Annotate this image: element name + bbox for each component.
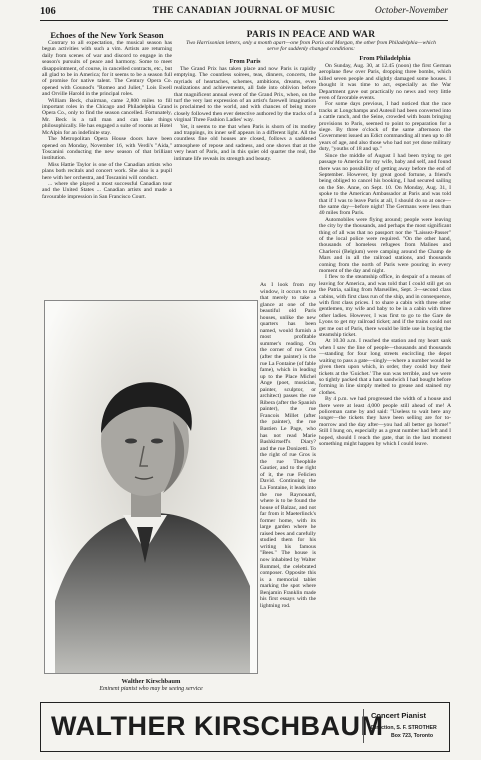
page-number: 106: [40, 6, 56, 17]
from-philadelphia-heading: From Philadelphia: [359, 55, 411, 62]
philadelphia-paragraph: By 4 p.m. we had progressed the width of a house and there were at least 4,000 people still ahead of me! A policeman came by and said: "Useless to wait here any longer—the tickets they have been selling are for to-morrow and the day after—you had all better go home!" Still I hung on, especially as a great number had left and I hoped, should I reach the gate, that in the last moment something might happen by which I could leave.: [319, 396, 451, 447]
echoes-paragraph: Miss Hattie Taylor is one of the Canadian artists who plans both recitals and concert work. She also is a pupil here with her orchestra, and Toscanini will conduct.: [42, 161, 172, 181]
header-rule: [40, 20, 448, 21]
echoes-column: [42, 30, 172, 292]
ad-direction: Direction, S. F. STROTHER: [371, 725, 437, 731]
advertisement: [40, 702, 450, 752]
echoes-paragraph: William Beck, chairman, came 2,800 miles to fill important roles in the Chicago and Philadelphia Grand Opera Co., only to find the season cancelled. Fortunately, Mr. Beck is a tall man and can take things philosophically. He has engaged a suite of rooms at Hotel McAlpin for an indefinite stay.: [42, 97, 172, 136]
philadelphia-paragraph: I flew to the steamship office, in despair of a means of leaving for America, and was told that I could still get on the Patria, sailing from Marseilles, Sept. 3—second class cabins, with first class run of the ship, and in consequence, with first class prices. I to share a cabin with three other gentlemen, my wife and baby to be in a cabin with three other ladies. However, I was first to go to the Gare de Lyons to get my railroad ticket; and if the trains could not get me out of Paris, there would be little use in buying the steamship ticket.: [319, 274, 451, 339]
from-paris-heading: From Paris: [229, 58, 261, 65]
echoes-heading: Echoes of the New York Season: [50, 30, 164, 40]
ad-divider: [363, 709, 364, 743]
echoes-paragraph: ... where she played a most successful Canadian tour and the United States ... Canadian artists and made a favourable impression in San Francisco Court.: [42, 180, 172, 200]
caption-subtitle: Eminent pianist who may be seeing service: [99, 686, 203, 692]
ad-role: Concert Pianist: [371, 711, 427, 720]
portrait-illustration: [45, 301, 257, 673]
philadelphia-column: [319, 55, 451, 694]
portrait-photo: [44, 300, 258, 674]
running-head: [40, 6, 448, 20]
paris-paragraph: As I look from my window, it occurs to me that merely to take a glance at one of the beautiful old Paris houses, unlike the new quarters has been named, would furnish a most profitable summer's reading. On the corner of rue Gros (after the painter) is the rue La Fontaine (of fable fame), which in leading up to the Place Michel Ange (poet, musician, painter, sculptor, or architect) passes the rue Ribera (after the Spanish painter), the rue Francois Millet (after the painter), the rue Bastien Le Page, who has not read Marie Bashkirtseff's Diary? and the rue Donizetti. To the right of rue Gros is the rue Theophile Gautier, and to the right of it, the rue Felicien David. Continuing the La Fontaine, it leads into the rue Raynouard, where is to be found the house of Balzac, and not far from it Maeterlinck's former home, with its large garden where he raised bees and carefully studied them for his writing his famous "Bees." The house is now inhabited by Walter Rummel, the celebrated composer. Opposite this is a memorial tablet marking the spot where Benjamin Franklin made his first essays with the lightning rod.: [260, 282, 316, 609]
ad-artist-name: WALTHER KIRSCHBAUM: [51, 711, 384, 741]
journal-title: THE CANADIAN JOURNAL OF MUSIC: [152, 6, 336, 16]
philadelphia-paragraph: On Sunday, Aug. 30, at 12.45 (noon) the first German aeroplane flew over Paris, dropping three bombs, which killed seven people and slightly damaged some houses. I thought it was time to act, especially as the War Department gave out practically no news and very little even of favorable events.: [319, 63, 451, 102]
philadelphia-paragraph: For some days previous, I had noticed that the race tracks at Longchamps and Auteuil had been converted into a cattle ranch, and the Seine, crowded with boats bringing provisions to Paris, seemed to point to preparation for a siege. By three o'clock of the same afternoon the Government issued an Edict commanding all men up to 48 years of age, and also those who had not yet done military duty, "youths of 18 and up.": [319, 101, 451, 153]
paris-column: [174, 58, 316, 278]
issue-date: October-November: [374, 6, 448, 16]
paris-paragraph: Yet, it seems to me that when Paris is shorn of its motley and trappings, its inner self appears in a different light. All the countless fine old houses are closed, follows a saddened atmosphere of repose and sadness, and one shows that at the very heart of Paris, and in this quiet old quarter the real, the intimate life reveals its strength and beauty.: [174, 123, 316, 162]
paris-wrap-column: [260, 282, 316, 694]
article-title: PARIS IN PEACE AND WAR: [246, 30, 376, 40]
ad-address: Box 723, Toronto: [391, 733, 433, 739]
philadelphia-paragraph: At 10.30 a.m. I reached the station and my heart sank when I saw the line of people—thousands and thousands—standing for four long streets encircling the depot waiting to pass a gate—singly—where a number would be given them upon which, in order, they could buy their tickets at the 'Guichet.' The sun was terrible, and we were so tightly packed that a ham sandwich I had bought before forming in line simply melted to grease and stained my clothes.: [319, 338, 451, 396]
echoes-paragraph: The Metropolitan Opera House doors have been opened on Monday, November 16, with Verdi's "Aida," Toscanini conducting the new season of that brilliant institution.: [42, 136, 172, 162]
philadelphia-paragraph: Since the middle of August I had been trying to get passage to America for my wife, baby and self, and found there was no possibility of getting away before the end of September. However, by great good fortune, a friend's being obliged to cancel his booking, I had secured sailing on the Ste. Anne, on Sept. 10. On Monday, Aug. 31, I spoke to the American Ambassador at Paris and was told that if I was to leave Paris at all, I should do so at once—the same day—before night! The Germans were less than 40 miles from Paris.: [319, 152, 451, 217]
caption-name: Walther Kirschbaum: [121, 678, 181, 685]
philadelphia-paragraph: Automobiles were flying around; people were leaving the city by the thousands, and perhaps the most significant thing of all was that no passport nor the "Laissez-Passer" of the local police were required. "On the other hand, thousands of homeless refugees from Malines and Charleroi (Belgium) were camping around the Champ de Mars and in all the railroad stations, and thousands coming from the north of Paris were pouring in every moment of the day and night.: [319, 216, 451, 274]
article-intro: Two Harrisonian letters, only a month apart—one from Paris and Morgan, the other from Philadelphia—which serve for suddenly changed conditions:: [186, 40, 436, 53]
echoes-paragraph: Contrary to all expectation, the musical season has begun activities with such a vim. Artists are returning daily from scenes of war and discord to engage in the season's pursuits of peace and harmony. Some to meet disappointment, of course, in cancelled contracts, etc., but all glad to be in America; for it seems to be a season full of promise for native talent. The Century Opera Co. opened with Gounod's "Romeo and Juliet," Lois Ewell and Orville Harold in the principal roles.: [42, 40, 172, 98]
photo-caption: [44, 678, 258, 693]
paris-paragraph: The Grand Prix has taken place and now Paris is rapidly emptying. The countless soirees, teas, dinners, concerts, the myriads of heartaches, schemes, ambitions, dreams, even realizations and achievements, all fade into oblivion before that magnificent annual event of the Grand Prix, when, on the turf the very last expression of an artist's farewell imagination is proclaimed to the world, and with chances of being more closely followed then ever detective authored by the tracks of a virginal Three Fashion Ladies' way.: [174, 66, 316, 124]
